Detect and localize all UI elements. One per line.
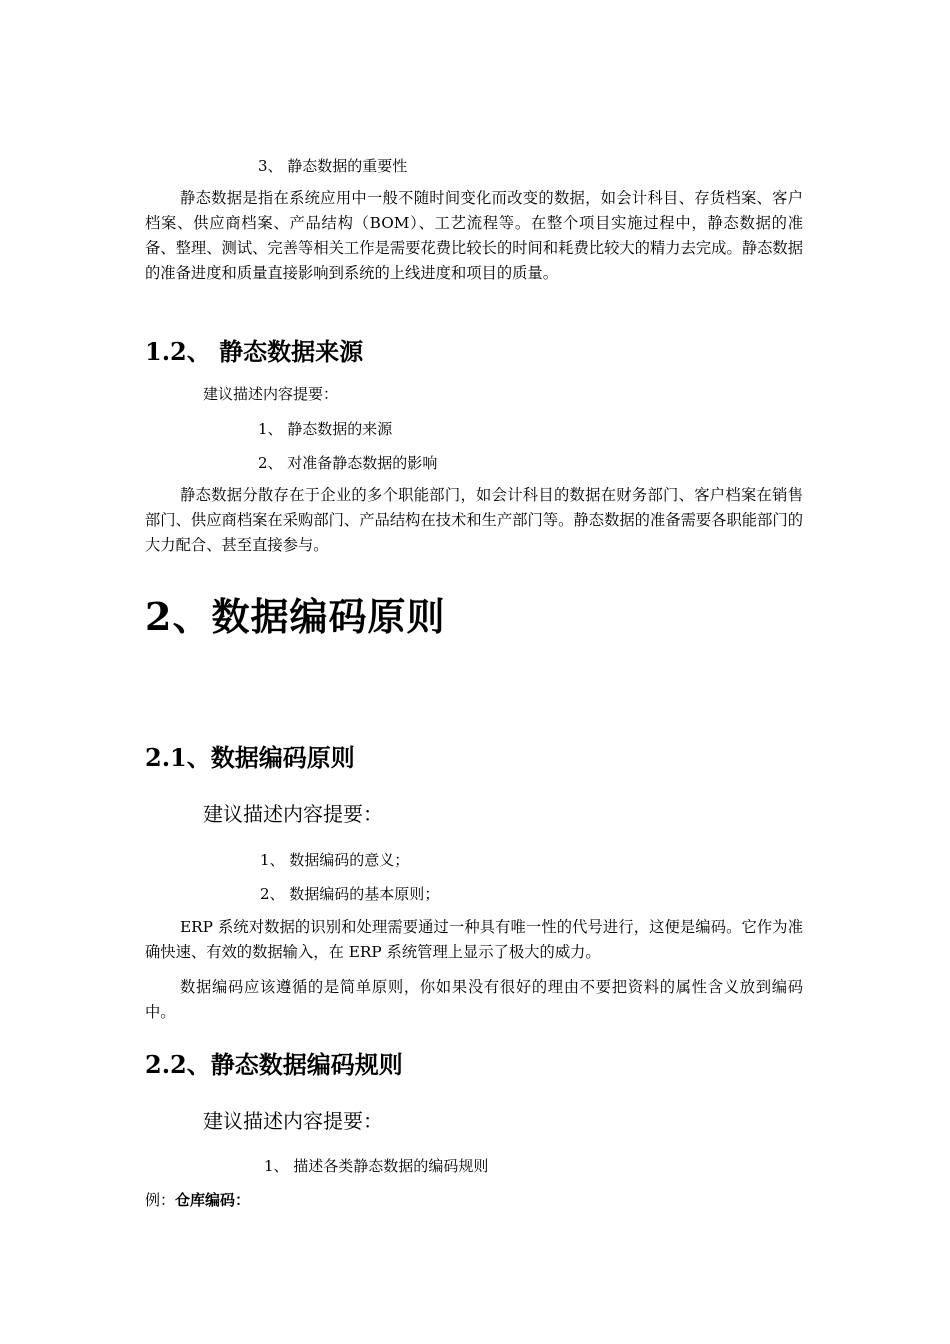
example-label: 仓库编码： [175,1191,251,1209]
paragraph-data-sources: 静态数据分散存在于企业的多个职能部门，如会计科目的数据在财务部门、客户档案在销售部门、供应商档案在采购部门、产品结构在技术和生产部门等。静态数据的准备需要各职能部门的大力配合、甚至直接参与。 [145,486,803,554]
summary-intro: 建议描述内容提要： [203,1109,383,1133]
paragraph-erp-coding: ERP 系统对数据的识别和处理需要通过一种具有唯一性的代号进行，这便是编码。它作为准确快速、有效的数据输入，在 ERP 系统管理上显示了极大的威力。 [145,918,803,961]
heading-1-2: 1.2、 静态数据来源 [145,337,364,366]
list-item: 1、 描述各类静态数据的编码规则 [264,1157,489,1175]
list-item: 1、 静态数据的来源 [258,420,393,438]
example-line [145,1188,250,1212]
paragraph-coding-principle: 数据编码应该遵循的是简单原则，你如果没有很好的理由不要把资料的属性含义放到编码中。 [145,978,803,1021]
list-item-importance: 3、 静态数据的重要性 [258,157,408,175]
example-prefix: 例： [145,1191,176,1209]
list-item: 2、 数据编码的基本原则； [260,885,440,903]
heading-2: 2、数据编码原则 [145,594,446,639]
list-item: 2、 对准备静态数据的影响 [258,454,438,472]
summary-intro: 建议描述内容提要： [203,802,383,826]
summary-intro: 建议描述内容提要： [203,385,339,403]
heading-2-2: 2.2、静态数据编码规则 [145,1050,403,1079]
list-item: 1、 数据编码的意义； [260,851,410,869]
paragraph-static-data-definition: 静态数据是指在系统应用中一般不随时间变化而改变的数据，如会计科目、存货档案、客户档案、供应商档案、产品结构（BOM）、工艺流程等。在整个项目实施过程中，静态数据的准备、整理、测试、完善等相关工作是需要花费比较长的时间和耗费比较大的精力去完成。静态数据的准备进度和质量直接影响到系统的上线进度和项目的质量。 [145,189,803,282]
heading-2-1: 2.1、数据编码原则 [145,743,355,772]
